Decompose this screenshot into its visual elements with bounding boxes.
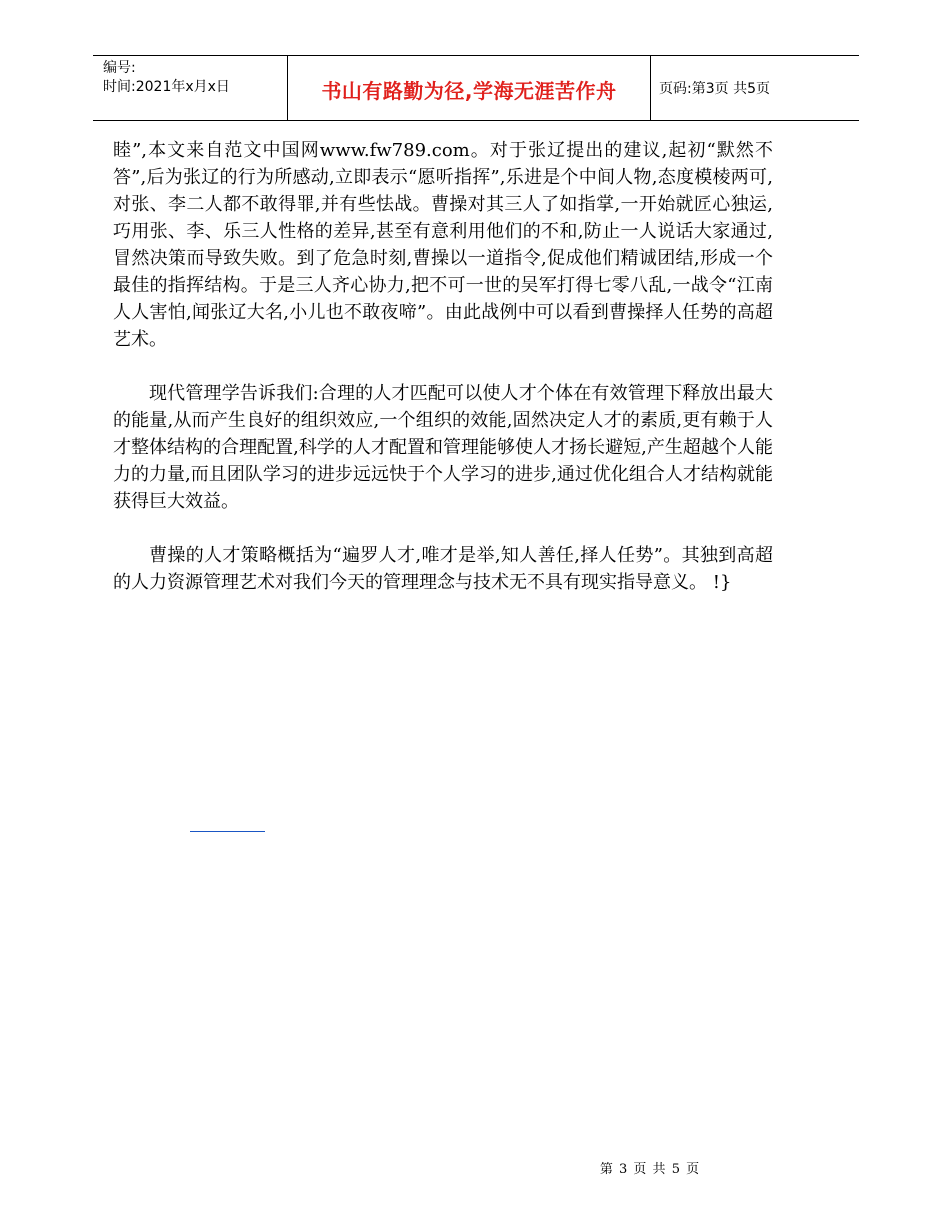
body-paragraph-1: 睦”,本文来自范文中国网www.fw789.com。对于张辽提出的建议,起初“默然不答”,后为张辽的行为所感动,立即表示“愿听指挥”,乐进是个中间人物,态度模棱两可,对张、李二人都不敢得罪,并有些怯战。曹操对其三人了如指掌,一开始就匠心独运,巧用张、李、乐三人性格的差异,甚至有意利用他们的不和,防止一人说话大家通过,冒然决策而导致失败。到了危急时刻,曹操以一道指令,促成他们精诚团结,形成一个最佳的指挥结构。于是三人齐心协力,把不可一世的吴军打得七零八乱,一战令“江南人人害怕,闻张辽大名,小儿也不敢夜啼”。由此战例中可以看到曹操择人任势的高超艺术。 — [113, 140, 773, 350]
header-time-label: 时间:2021年x月x日 — [103, 79, 230, 95]
header-meta — [93, 56, 287, 120]
document-header — [93, 55, 859, 121]
body-paragraph-2: 现代管理学告诉我们:合理的人才匹配可以使人才个体在有效管理下释放出最大的能量,从而产生良好的组织效应,一个组织的效能,固然决定人才的素质,更有赖于人才整体结构的合理配置,科学的人才配置和管理能够使人才扬长避短,产生超越个人能力的力量,而且团队学习的进步远远快于个人学习的进步,通过优化组合人才结构就能获得巨大效益。 — [113, 383, 773, 512]
header-motto: 书山有路勤为径,学海无涯苦作舟 — [321, 78, 617, 103]
header-page-info: 页码:第3页 共5页 — [659, 81, 770, 97]
document-body — [113, 137, 773, 596]
header-page-info-cell — [651, 56, 859, 120]
header-motto-cell — [287, 56, 651, 120]
body-paragraph-3: 曹操的人才策略概括为“遍罗人才,唯才是举,知人善任,择人任势”。其独到高超的人力资源管理艺术对我们今天的管理理念与技术无不具有现实指导意义。 !} — [113, 545, 773, 593]
header-number-label: 编号: — [103, 60, 136, 76]
page-footer: 第 3 页 共 5 页 — [599, 1162, 701, 1177]
hyperlink-underline[interactable] — [190, 831, 265, 832]
